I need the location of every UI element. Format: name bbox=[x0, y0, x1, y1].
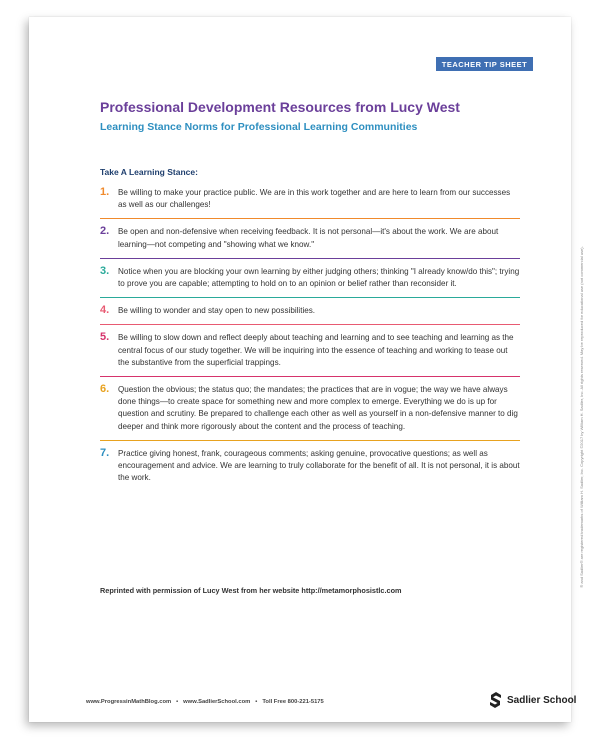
teacher-tip-sheet-badge: TEACHER TIP SHEET bbox=[436, 57, 533, 71]
norm-item-1 bbox=[100, 187, 520, 219]
logo-text: Sadlier School bbox=[507, 694, 577, 706]
norm-item-6 bbox=[100, 384, 520, 441]
page-subtitle: Learning Stance Norms for Professional Learning Communities bbox=[100, 121, 418, 133]
footer-links bbox=[86, 699, 324, 705]
norm-item-7 bbox=[100, 448, 520, 492]
school-url: www.SadlierSchool.com bbox=[183, 699, 251, 705]
section-heading: Take A Learning Stance: bbox=[100, 167, 198, 177]
blog-url: www.ProgressinMathBlog.com bbox=[86, 699, 172, 705]
norm-number: 6. bbox=[100, 383, 110, 396]
norms-list bbox=[100, 187, 520, 498]
norm-text: Be willing to wonder and stay open to new possibilities. bbox=[118, 306, 316, 316]
norm-text: Practice giving honest, frank, courageous comments; asking genuine, provocative questions; as well as encouragement and advice. We are learning to truly collaborate for the benefit of all. It is not personal, it is about the work. bbox=[118, 448, 520, 483]
norm-item-3 bbox=[100, 266, 520, 298]
norm-number: 3. bbox=[100, 264, 110, 277]
sadlier-school-logo bbox=[489, 692, 576, 708]
norm-item-4 bbox=[100, 305, 520, 325]
tip-sheet-page bbox=[29, 17, 584, 722]
page-title: Professional Development Resources from Lucy West bbox=[100, 99, 460, 115]
norm-text: Be open and non-defensive when receiving feedback. It is not personal—it's about the work. We are about learning—not competing and "showing what we know." bbox=[118, 227, 499, 249]
permission-credit: Reprinted with permission of Lucy West from her website http://metamorphosistlc.com bbox=[100, 586, 402, 595]
norm-number: 4. bbox=[100, 304, 110, 317]
footer-separator: • bbox=[255, 699, 258, 705]
copyright-side-text: ® and Sadlier® are registered trademarks of William H. Sadlier, Inc. Copyright ©2017 by William H. Sadlier, Inc. All rights reserved. May be reproduced for educational use (not commercial use). bbox=[579, 246, 584, 588]
norm-number: 1. bbox=[100, 186, 110, 198]
sadlier-s-icon bbox=[489, 692, 503, 708]
phone-number: Toll Free 800-221-5175 bbox=[262, 699, 324, 705]
norm-number: 7. bbox=[100, 446, 110, 459]
norm-text: Be willing to make your practice public. We are in this work together and are here to learn from our successes as well as our challenges! bbox=[118, 188, 511, 210]
norm-number: 5. bbox=[100, 331, 110, 344]
norm-text: Question the obvious; the status quo; the mandates; the practices that are in vogue; the way we have always done things—to create space for something new and more complex to emerge. Everything we do is up for question and scrutiny. Be prepared to challenge each other as well as yourself in a non-defensive manner to dig deeper and think more rigorously about the content and the process of teaching. bbox=[118, 385, 518, 431]
footer-separator: • bbox=[176, 699, 179, 705]
norm-text: Be willing to slow down and reflect deeply about teaching and learning and to see teaching and learning as the central focus of our study together. We will be inquiring into the essence of teaching and working to tease out the substantive from the superficial trappings. bbox=[118, 333, 514, 367]
norm-number: 2. bbox=[100, 225, 110, 238]
norm-item-5 bbox=[100, 332, 520, 377]
norm-item-2 bbox=[100, 226, 520, 258]
norm-text: Notice when you are blocking your own learning by either judging others; thinking "I already know/do this"; trying to prove you are capable; attempting to hold on to an opinion or belief rather than reconsider it. bbox=[118, 266, 520, 289]
